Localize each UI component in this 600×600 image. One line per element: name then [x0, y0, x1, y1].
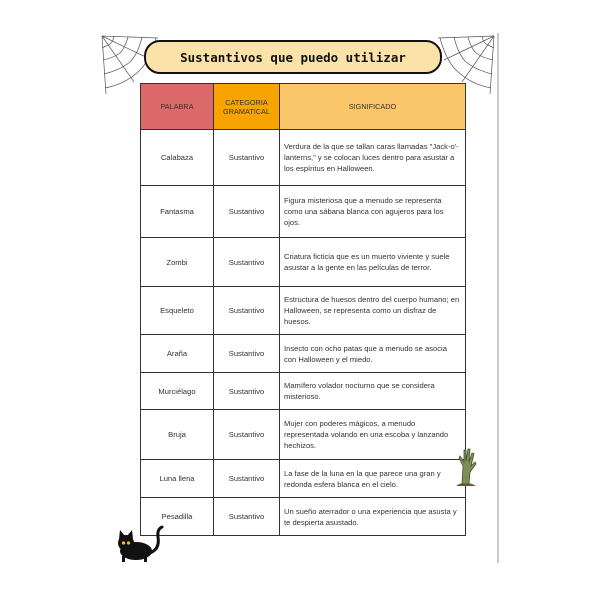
column-header-categoria: CATEGORIA GRAMATICAL: [214, 84, 280, 130]
category-cell: Sustantivo: [214, 460, 280, 498]
word-cell: Luna llena: [141, 460, 214, 498]
column-header-palabra: PALABRA: [141, 84, 214, 130]
zombie-hand-icon: [453, 446, 479, 488]
page-title: Sustantivos que puedo utilizar: [144, 40, 442, 74]
column-header-significado: SIGNIFICADO: [280, 84, 466, 130]
meaning-cell: Mujer con poderes mágicos, a menudo representada volando en una escoba y lanzando hechizos.: [280, 410, 466, 460]
table-row: [141, 335, 466, 373]
meaning-cell: Un sueño aterrador o una experiencia que asusta y te despierta asustado.: [280, 498, 466, 536]
black-cat-icon: [114, 523, 166, 563]
meaning-cell: Criatura ficticia que es un muerto viviente y suele asustar a la gente en las películas de terror.: [280, 238, 466, 287]
vocabulary-table: [140, 83, 466, 536]
table-row: [141, 498, 466, 536]
table-row: [141, 186, 466, 238]
meaning-cell: Insecto con ocho patas que a menudo se asocia con Halloween y el miedo.: [280, 335, 466, 373]
table-row: [141, 410, 466, 460]
word-cell: Pesadilla: [141, 498, 214, 536]
word-cell: Esqueleto: [141, 287, 214, 335]
meaning-cell: Estructura de huesos dentro del cuerpo humano; en Halloween, se representa como un disfraz de huesos.: [280, 287, 466, 335]
meaning-cell: Figura misteriosa que a menudo se representa como una sábana blanca con agujeros para los ojos.: [280, 186, 466, 238]
meaning-cell: Verdura de la que se tallan caras llamadas "Jack-o'-lanterns," y se colocan luces dentro para asustar a los espíritus en Halloween.: [280, 130, 466, 186]
category-cell: Sustantivo: [214, 287, 280, 335]
category-cell: Sustantivo: [214, 130, 280, 186]
meaning-cell: Mamífero volador nocturno que se considera misterioso.: [280, 373, 466, 410]
word-cell: Bruja: [141, 410, 214, 460]
table-header-row: [141, 84, 466, 130]
word-cell: Calabaza: [141, 130, 214, 186]
category-cell: Sustantivo: [214, 186, 280, 238]
category-cell: Sustantivo: [214, 238, 280, 287]
category-cell: Sustantivo: [214, 373, 280, 410]
category-cell: Sustantivo: [214, 498, 280, 536]
table-row: [141, 373, 466, 410]
table-row: [141, 238, 466, 287]
word-cell: Zombi: [141, 238, 214, 287]
meaning-cell: La fase de la luna en la que parece una gran y redonda esfera blanca en el cielo.: [280, 460, 466, 498]
word-cell: Fantasma: [141, 186, 214, 238]
category-cell: Sustantivo: [214, 335, 280, 373]
table-row: [141, 460, 466, 498]
table-row: [141, 130, 466, 186]
word-cell: Murciélago: [141, 373, 214, 410]
category-cell: Sustantivo: [214, 410, 280, 460]
table-row: [141, 287, 466, 335]
word-cell: Araña: [141, 335, 214, 373]
